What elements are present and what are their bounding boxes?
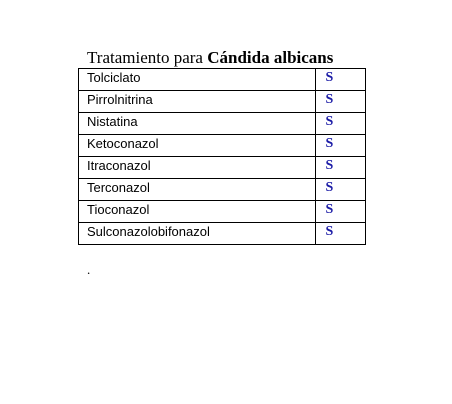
drug-cell: Terconazol xyxy=(79,179,316,201)
table-row xyxy=(79,201,366,223)
table-row xyxy=(79,69,366,91)
drug-cell: Sulconazolobifonazol xyxy=(79,223,316,245)
document-title xyxy=(87,48,333,68)
trailing-period: . xyxy=(87,262,91,277)
susceptibility-cell: S xyxy=(316,179,366,201)
drug-cell: Tolciclato xyxy=(79,69,316,91)
drug-cell: Itraconazol xyxy=(79,157,316,179)
drug-cell: Ketoconazol xyxy=(79,135,316,157)
table-row xyxy=(79,113,366,135)
susceptibility-cell: S xyxy=(316,223,366,245)
susceptibility-cell: S xyxy=(316,201,366,223)
table-row xyxy=(79,91,366,113)
drug-cell: Tioconazol xyxy=(79,201,316,223)
susceptibility-cell: S xyxy=(316,91,366,113)
susceptibility-cell: S xyxy=(316,157,366,179)
table-row xyxy=(79,157,366,179)
treatment-table xyxy=(78,68,366,245)
title-prefix: Tratamiento para xyxy=(87,48,208,67)
susceptibility-cell: S xyxy=(316,69,366,91)
table-row xyxy=(79,179,366,201)
susceptibility-cell: S xyxy=(316,135,366,157)
table-row xyxy=(79,135,366,157)
title-organism: Cándida albicans xyxy=(207,48,334,67)
drug-cell: Pirrolnitrina xyxy=(79,91,316,113)
drug-cell: Nistatina xyxy=(79,113,316,135)
susceptibility-cell: S xyxy=(316,113,366,135)
table-row xyxy=(79,223,366,245)
